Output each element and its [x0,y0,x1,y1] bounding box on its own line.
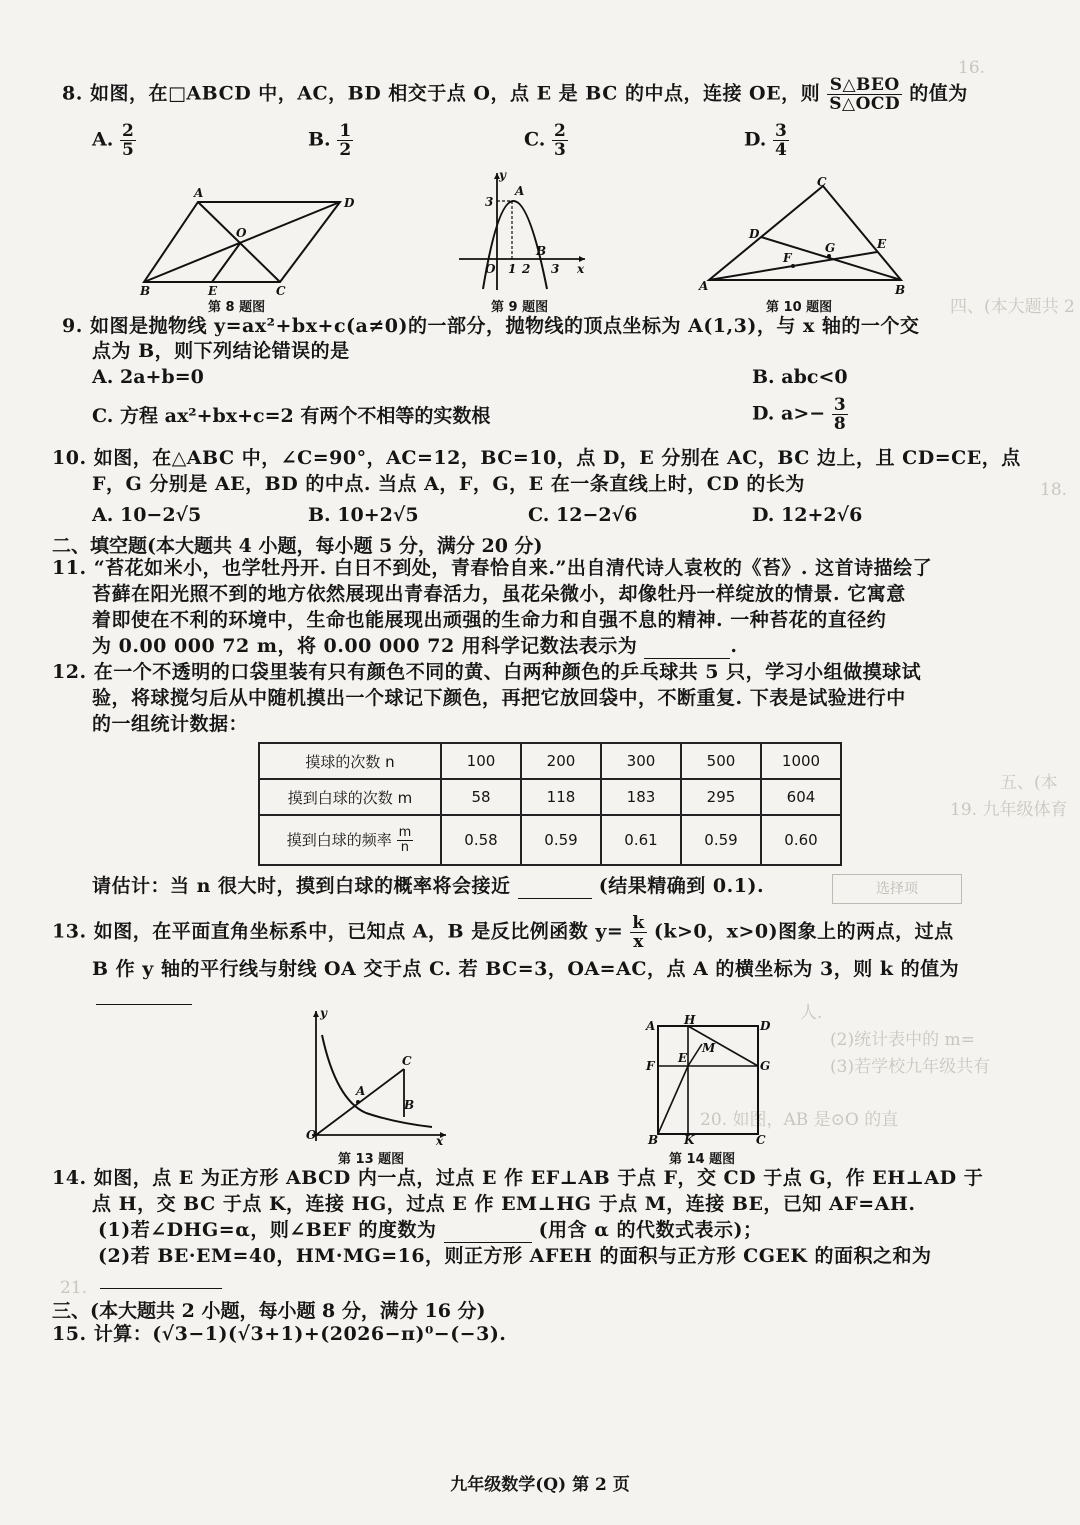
fraction-numerator: 2 [121,121,134,141]
figure-9-parabola [455,165,595,295]
option-letter: C. [524,128,546,151]
statistics-table [258,742,842,866]
table-cell: 0.58 [441,815,521,865]
option-b: B. abc<0 [752,366,848,388]
point-label: E [208,284,218,298]
option-d: D. 12+2√6 [752,504,863,526]
point-label: G [760,1059,771,1073]
axis-label: y [320,1006,327,1020]
question-11-line-4 [92,634,738,659]
question-stem: 如图，在□ABCD 中，AC，BD 相交于点 O，点 E 是 BC 的中点，连接 OE，则 [89,82,821,105]
question-number: 14. [52,1167,87,1189]
point-label: D [344,196,355,210]
table-cell: 200 [521,743,601,779]
point-label: M [702,1041,716,1055]
section-2-heading: 二、填空题(本大题共 4 小题，每小题 5 分，满分 20 分) [52,535,543,557]
point-label: O [236,226,247,240]
point-label: B [536,244,547,258]
origin-label: O [306,1128,317,1142]
area-ratio-fraction [827,76,902,113]
option-letter: D. [744,128,767,151]
bleed-through-text: 20. 如图，AB 是⊙O 的直 [700,1110,899,1130]
function-fraction [630,914,646,951]
question-text: 为 0.00 000 72 m，将 0.00 000 72 用科学记数法表示为 [92,635,638,657]
table-cell: 500 [681,743,761,779]
row-header: 摸到白球的次数 m [259,779,441,815]
figure-14-square [640,1014,780,1149]
option-fraction [773,122,789,159]
question-text: (1)若∠DHG=α，则∠BEF 的度数为 [98,1219,437,1241]
fraction-denominator: 8 [833,414,846,434]
question-text: 计算：(√3−1)(√3+1)+(2026−π)⁰−(−3). [93,1323,507,1345]
answer-blank[interactable] [518,874,592,899]
option-d [744,122,789,159]
point-label: G [825,241,836,255]
fraction-numerator: k [632,913,645,933]
bleed-through-text: 19. 九年级体育 [950,800,1068,820]
fraction-numerator: 1 [339,121,352,141]
option-fraction [552,122,568,159]
point-label: K [684,1133,695,1147]
figure-14-caption: 第 14 题图 [669,1152,736,1167]
table-cell: 0.59 [681,815,761,865]
answer-blank[interactable] [96,994,192,1005]
point-label: F [783,251,792,265]
tick-label: 3 [485,195,494,209]
question-12-line-1 [52,660,921,684]
option-b [308,122,353,159]
fraction-numerator: S△BEO [827,76,902,95]
figure-10-triangle [695,172,920,297]
question-text: 在一个不透明的口袋里装有只有颜色不同的黄、白两种颜色的乒乓球共 5 只，学习小组做摸球试 [93,661,922,683]
point-label: D [760,1019,771,1033]
answer-blank[interactable] [644,634,730,659]
table-cell: 300 [601,743,681,779]
question-text: (k>0，x>0)图象上的两点，过点 [653,920,954,943]
answer-blank[interactable] [444,1218,532,1243]
question-10-line-2: F，G 分别是 AE，BD 的中点. 当点 A，F，G，E 在一条直线上时，CD 的长为 [92,473,805,495]
option-c: C. 12−2√6 [528,504,638,526]
question-11-line-2: 苔藓在阳光照不到的地方依然展现出青春活力，虽花朵微小，却像牡丹一样绽放的情景. 它寓意 [92,583,906,605]
tick-label: 3 [551,262,560,276]
question-text: 如图是抛物线 y=ax²+bx+c(a≠0)的一部分，抛物线的顶点坐标为 A(1,3)，与 x 轴的一个交 [89,315,920,337]
point-label: C [276,284,286,298]
figure-10-caption: 第 10 题图 [766,300,833,315]
point-label: C [402,1054,412,1068]
option-b: B. 10+2√5 [308,504,419,526]
point-label: F [646,1059,655,1073]
axis-label: x [436,1134,444,1145]
bleed-through-text: 四、(本大题共 2 [950,297,1075,317]
fraction-denominator: 4 [775,140,787,160]
point-label: A [194,186,204,200]
figure-8-caption: 第 8 题图 [208,300,266,315]
bleed-through-text: 人. [800,1003,823,1023]
bleed-through-text: 18. [1040,480,1068,500]
option-d [752,396,848,433]
option-fraction [120,122,136,159]
question-14-line-1 [52,1166,983,1190]
sentence-end: . [730,635,738,657]
point-label: B [404,1098,415,1112]
fraction-numerator: 3 [775,121,787,141]
fraction-denominator: 2 [339,140,352,160]
table-cell: 58 [441,779,521,815]
question-number: 8. [62,82,83,105]
section-3-heading: 三、(本大题共 2 小题，每小题 8 分，满分 16 分) [52,1300,486,1322]
option-text: D. a>− [752,402,826,425]
question-15 [52,1322,506,1346]
point-label: H [684,1014,696,1027]
question-9-line-2: 点为 B，则下列结论错误的是 [92,340,350,362]
question-number: 13. [52,920,87,943]
page-footer: 九年级数学(Q) 第 2 页 [450,1475,630,1495]
question-number: 9. [62,315,83,337]
point-label: A [515,184,525,198]
point-label: B [648,1133,659,1147]
option-a: A. 2a+b=0 [92,366,204,388]
figure-13-graph [296,1005,456,1145]
table-row [259,779,841,815]
option-c: C. 方程 ax²+bx+c=2 有两个不相等的实数根 [92,405,491,427]
question-stem-end: 的值为 [909,82,968,105]
option-letter: B. [308,128,331,151]
point-label: B [140,284,151,298]
fraction-numerator: m [398,824,412,840]
fraction-denominator: S△OCD [829,94,901,114]
point-label: D [749,227,760,241]
table-cell: 604 [761,779,841,815]
bleed-through-text: 五、(本 [1000,773,1058,793]
option-letter: A. [92,128,114,151]
bleed-through-text: 21. [60,1278,88,1298]
table-cell: 0.60 [761,815,841,865]
table-cell: 100 [441,743,521,779]
fraction-numerator: 2 [554,121,566,141]
row-header [259,815,441,865]
option-a: A. 10−2√5 [92,504,202,526]
fraction-denominator: n [400,839,410,855]
frequency-fraction [397,826,414,855]
bleed-through-text: (2)统计表中的 m= [830,1030,975,1050]
point-label: A [646,1019,656,1033]
table-cell: 295 [681,779,761,815]
question-text: 如图，在平面直角坐标系中，已知点 A，B 是反比例函数 y= [93,920,624,943]
question-text: “苔花如米小，也学牡丹开. 白日不到处，青春恰自来.”出自清代诗人袁枚的《苔》. 这首诗描绘了 [93,557,933,579]
fraction-denominator: 3 [554,140,566,160]
question-11-line-1 [52,556,932,580]
question-text: 如图，在△ABC 中，∠C=90°，AC=12，BC=10，点 D，E 分别在 AC，BC 边上，且 CD=CE，点 [93,447,1021,469]
question-number: 10. [52,447,87,469]
question-10-line-1 [52,446,1021,470]
table-cell: 118 [521,779,601,815]
question-text: (用含 α 的代数式表示)； [538,1219,763,1241]
table-row [259,743,841,779]
question-14-line-2: 点 H，交 BC 于点 K，连接 HG，过点 E 作 EM⊥HG 于点 M，连接 BE，已知 AF=AH. [92,1193,916,1215]
question-11-line-3: 着即使在不利的环境中，生命也能展现出顽强的生命力和自强不息的精神. 一种苔花的直径约 [92,609,887,631]
fraction-numerator: 3 [833,395,846,415]
tick-label: 1 [508,262,517,276]
origin-label: O [485,262,496,276]
question-8 [62,76,968,113]
table-row [259,815,841,865]
row-header: 摸球的次数 n [259,743,441,779]
table-cell: 1000 [761,743,841,779]
question-text: 如图，点 E 为正方形 ABCD 内一点，过点 E 作 EF⊥AB 于点 F，交 CD 于点 G，作 EH⊥AD 于 [93,1167,984,1189]
figure-8-parallelogram [130,185,360,310]
point-label: C [756,1133,766,1147]
question-13-line-2: B 作 y 轴的平行线与射线 OA 交于点 C. 若 BC=3，OA=AC，点 A 的横坐标为 3，则 k 的值为 [92,958,960,980]
point-label: A [356,1084,366,1098]
option-c [524,122,568,159]
row-header-text: 摸到白球的频率 [286,830,392,849]
point-label: E [678,1051,688,1065]
bleed-through-text: 16. [958,58,986,78]
option-a [92,122,136,159]
question-12-estimate [92,874,764,899]
point-label: A [699,279,709,293]
figure-13-caption: 第 13 题图 [338,1152,405,1167]
point-label: C [817,175,827,189]
point-label: B [895,283,906,297]
question-number: 12. [52,661,87,683]
question-12-line-2: 验，将球搅匀后从中随机摸出一个球记下颜色，再把它放回袋中，不断重复. 下表是试验进行中 [92,687,906,709]
axis-label: x [577,262,585,276]
question-14-part-1 [98,1218,762,1243]
tick-label: 2 [522,262,531,276]
option-fraction [337,122,353,159]
axis-label: y [499,168,506,182]
question-number: 15. [52,1323,87,1345]
figure-9-caption: 第 9 题图 [491,300,549,315]
question-text: 请估计：当 n 很大时，摸到白球的概率将会接近 [92,875,511,897]
table-cell: 0.61 [601,815,681,865]
question-13-line-1 [52,914,954,951]
question-number: 11. [52,557,87,579]
option-fraction [832,396,848,433]
point-label: E [877,237,887,251]
bleed-through-box: 选择项 [832,874,962,904]
question-14-part-2: (2)若 BE·EM=40，HM·MG=16，则正方形 AFEH 的面积与正方形 CGEK 的面积之和为 [98,1245,932,1267]
fraction-denominator: 5 [121,140,134,160]
table-cell: 0.59 [521,815,601,865]
table-cell: 183 [601,779,681,815]
question-12-line-3: 的一组统计数据： [92,713,249,735]
question-9-line-1 [62,314,919,338]
answer-blank[interactable] [100,1270,222,1289]
fraction-denominator: x [633,932,644,952]
bleed-through-text: (3)若学校九年级共有 [830,1057,991,1077]
question-text: (结果精确到 0.1). [598,875,765,897]
